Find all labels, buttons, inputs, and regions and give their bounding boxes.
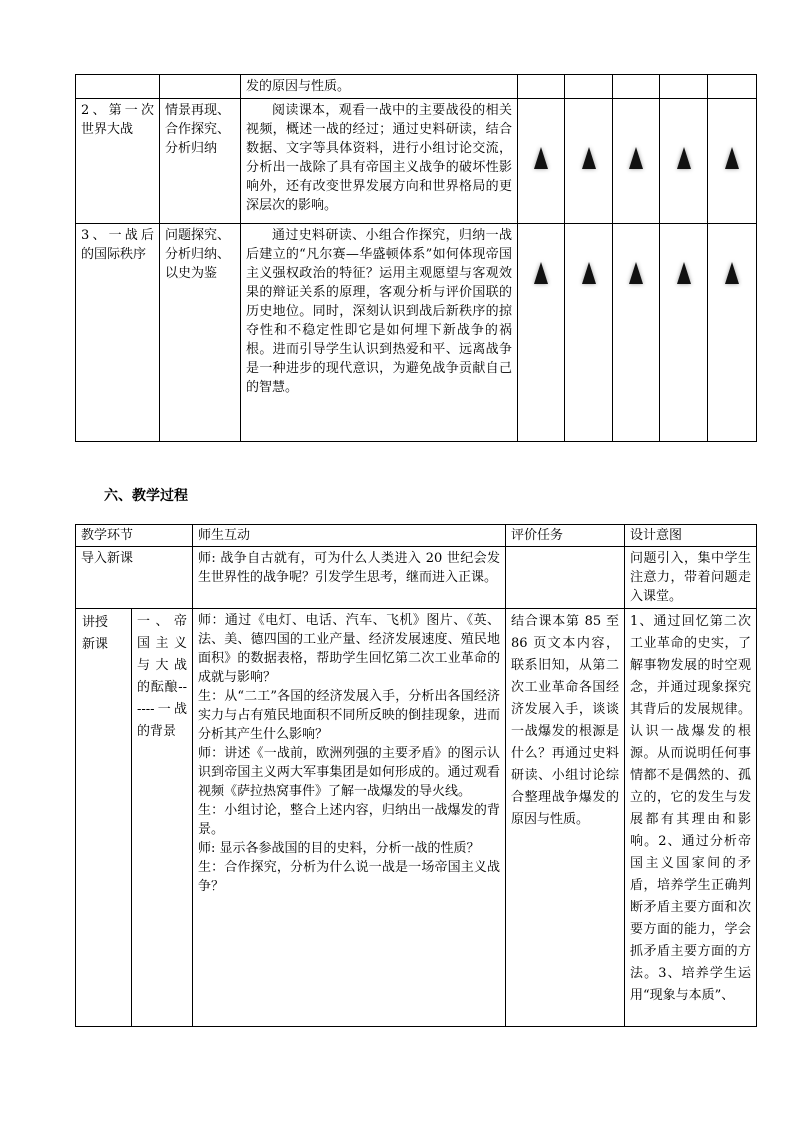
header-evaluation: 评价任务 [506,525,625,547]
intro-evaluation [506,547,625,609]
header-interaction: 师生互动 [193,525,506,547]
triangle-icon [582,147,596,169]
main-sub-stage: 一、帝国主义与大战的酝酿------一战的背景 [132,609,193,1027]
intro-stage: 导入新课 [76,547,193,609]
triangle-icon [629,262,643,284]
interaction-line: 师：通过《电灯、电话、汽车、飞机》图片、《英、法、美、德四国的工业产量、经济发展速度、殖民地面积》的数据表格，帮助学生回忆第二次工业革命的成就与影响？ [198,613,501,685]
section-heading: 六、教学过程 [104,488,188,504]
main-stage: 讲授新课 [76,609,132,1027]
interaction-line: 生：从“二工”各国的经济发展入手，分析出各国经济实力与占有殖民地面积不同所反映的倒挂现象，进而分析其产生什么影响？ [198,689,501,742]
continuation-text: 发的原因与性质。 [241,75,518,99]
triangle-icon [534,147,548,169]
triangle-icon [677,147,691,169]
interaction-line: 师：讲述《一战前，欧洲列强的主要矛盾》的图示认识到帝国主义两大军事集团是如何形成的。通过观看视频《萨拉热窝事件》了解一战爆发的导火线。 [198,746,501,799]
triangle-icon [629,147,643,169]
header-stage: 教学环节 [76,525,193,547]
objectives-table [75,74,757,442]
header-intent: 设计意图 [625,525,757,547]
triangle-icon [582,262,596,284]
content-cell: 阅读课本，观看一战中的主要战役的相关视频，概述一战的经过；通过史料研读，结合数据、文字等具体资料，进行小组讨论交流，分析出一战除了具有帝国主义战争的破坏性影响外，还有改变世界发展方向和世界格局的更深层次的影响。 [241,99,518,224]
process-table [75,524,757,1027]
header-row [76,525,757,547]
triangle-icon [677,262,691,284]
intro-interaction: 师: 战争自古就有，可为什么人类进入 20 世纪会发生世界性的战争呢？引发学生思考，继而进入正课。 [193,547,506,609]
interaction-line: 生：合作探究，分析为什么说一战是一场帝国主义战争？ [198,860,501,894]
main-intent: 1、通过回忆第二次工业革命的史实，了解事物发展的时空观念，并通过现象探究其背后的发展规律。认识一战爆发的根源。从而说明任何事情都不是偶然的、孤立的，它的发生与发展都有其理由和影响。2、通过分析帝国主义国家间的矛盾，培养学生正确判断矛盾主要方面和次要方面的能力，学会抓矛盾主要方面的方法。3、培养学生运用“现象与本质”、 [625,609,757,1027]
main-row [76,609,757,1027]
topic-cell: 2、第一次世界大战 [76,99,160,224]
main-evaluation: 结合课本第 85 至 86 页文本内容，联系旧知，从第二次工业革命各国经济发展入手，谈谈一战爆发的根源是什么？再通过史料研读、小组讨论综合整理战争爆发的原因与性质。 [506,609,625,1027]
objective-row [76,224,757,442]
method-cell: 问题探究、分析归纳、以史为鉴 [160,224,241,442]
content-cell: 通过史料研读、小组合作探究，归纳一战后建立的“凡尔赛—华盛顿体系”如何体现帝国主义强权政治的特征？运用主观愿望与客观效果的辩证关系的原理，客观分析与评价国联的历史地位。同时，深刻认识到战后新秩序的掠夺性和不稳定性即它是如何埋下新战争的祸根。进而引导学生认识到热爱和平、远离战争是一种进步的现代意识，为避免战争贡献自己的智慧。 [241,224,518,442]
triangle-icon [725,262,739,284]
triangle-icon [725,147,739,169]
intro-intent: 问题引入，集中学生注意力，带着问题走入课堂。 [625,547,757,609]
method-cell: 情景再现、合作探究、分析归纳 [160,99,241,224]
main-interaction [193,609,506,1027]
objective-row [76,99,757,224]
interaction-line: 生：小组讨论，整合上述内容，归纳出一战爆发的背景。 [198,803,501,837]
continuation-row [76,75,757,99]
triangle-icon [534,262,548,284]
intro-row [76,547,757,609]
interaction-line: 师: 显示各参战国的目的史料，分析一战的性质？ [198,841,480,856]
topic-cell: 3、一战后的国际秩序 [76,224,160,442]
